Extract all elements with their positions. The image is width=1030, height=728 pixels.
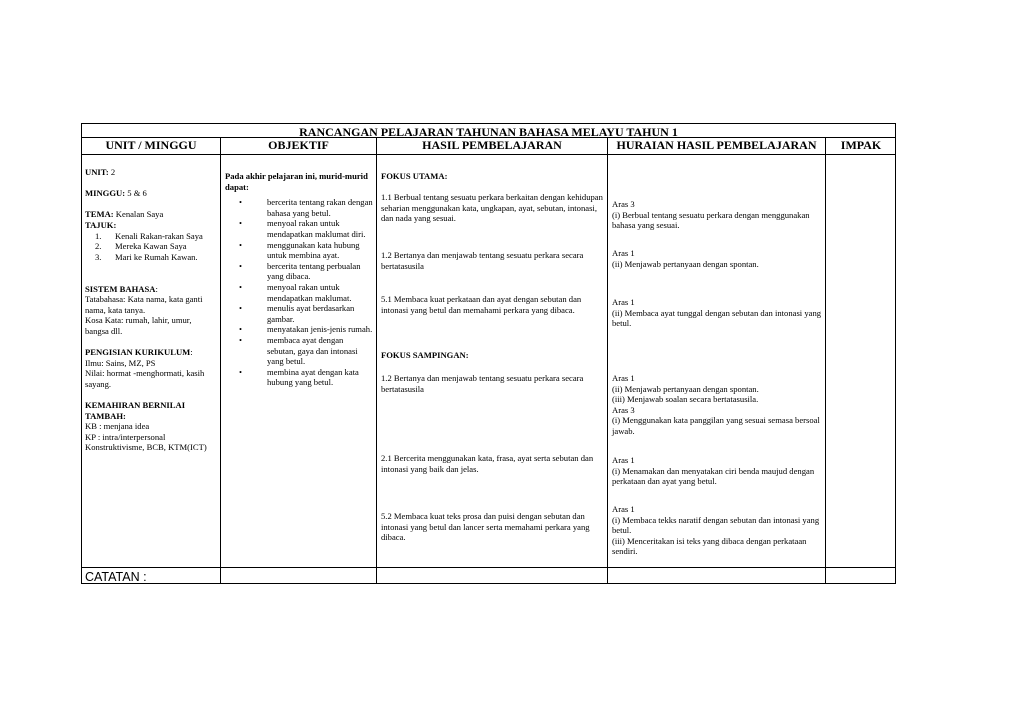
column-divider-1 [220,137,221,584]
huraian-block-2: Aras 1 (ii) Menjawab pertanyaan dengan spontan. [612,248,759,269]
fokus-sampingan-label: FOKUS SAMPINGAN: [381,350,469,360]
column-divider-4 [825,137,826,584]
kemahiran-line: KB : menjana idea [85,421,150,432]
hasil-1-1: 1.1 Berbual tentang sesuatu perkara berkaitan dengan kehidupan seharian menggunakan kata, ungkapan, ayat, sebutan, intonasi, dan nada yang sesuai. [381,192,603,224]
sistem-bahasa-line: Tatabahasa: Kata nama, kata ganti nama, kata tanya. [85,294,203,315]
column-divider-2 [376,137,377,584]
objektif-intro: Pada akhir pelajaran ini, murid-murid dapat: [225,171,368,192]
sistem-bahasa-line: Kosa Kata: rumah, lahir, umur, bangsa dll. [85,315,192,336]
kemahiran-line: KP : intra/interpersonal [85,431,166,442]
header-hasil-pembelajaran: HASIL PEMBELAJARAN [422,138,562,152]
unit-line: UNIT: 2 [85,167,116,177]
list-item: 2. Mereka Kawan Saya [95,241,187,252]
lesson-plan-table [81,123,896,584]
huraian-block-5: Aras 1 (i) Menamakan dan menyatakan ciri benda maujud dengan perkataan dan ayat yang betul. [612,455,815,487]
objektif-column [225,171,373,388]
pengisian-line: Nilai: hormat -menghormati, kasih sayang. [85,368,205,389]
pengisian-line: Ilmu: Sains, MZ, PS [85,357,156,368]
column-divider-3 [607,137,608,584]
sistem-bahasa-label: SISTEM BAHASA: [85,283,158,294]
huraian-block-6: Aras 1 (i) Membaca tekks naratif dengan sebutan dan intonasi yang betul. (iii) Menceritakan isi teks yang dibaca dengan perkataan sendiri. [612,504,820,557]
hasil-5-1: 5.1 Membaca kuat perkataan dan ayat dengan sebutan dan intonasi yang betul dan memahami perkara yang dibaca. [381,294,582,315]
catatan-label: CATATAN : [85,570,147,584]
tajuk-list [85,231,217,263]
hasil-sampingan-1-2: 1.2 Bertanya dan menjawab tentang sesuatu perkara secara bertatasusila [381,373,584,394]
header-huraian-hasil: HURAIAN HASIL PEMBELAJARAN [616,138,817,152]
kemahiran-label: KEMAHIRAN BERNILAI TAMBAH: [85,400,186,421]
tema-line: TEMA: Kenalan Saya [85,209,164,220]
hasil-2-1: 2.1 Bercerita menggunakan kata, frasa, ayat serta sebutan dan intonasi yang baik dan jelas. [381,453,594,474]
list-item: • menggunakan kata hubung untuk membina ayat. [239,239,360,261]
fokus-utama-label: FOKUS UTAMA: [381,171,448,181]
header-objektif: OBJEKTIF [268,138,329,152]
tajuk-label: TAJUK: [85,219,117,230]
header-impak: IMPAK [840,138,882,152]
huraian-block-3: Aras 1 (ii) Membaca ayat tunggal dengan sebutan dan intonasi yang betul. [612,297,822,329]
header-divider [82,154,895,155]
minggu-line: MINGGU: 5 & 6 [85,188,147,199]
huraian-block-4: Aras 1 (ii) Menjawab pertanyaan dengan spontan. (iii) Menjawab soalan secara bertatasusila. Aras 3 (i) Menggunakan kata panggilan yang sesuai semasa bersoal jawab. [612,373,820,436]
hasil-5-2: 5.2 Membaca kuat teks prosa dan puisi dengan sebutan dan intonasi yang betul dan lancer serta memahami perkara yang dibaca. [381,511,590,543]
list-item: • membina ayat dengan kata hubung yang betul. [239,366,359,388]
kemahiran-line: Konstruktivisme, BCB, KTM(ICT) [85,442,207,453]
huraian-block-1: Aras 3 (i) Berbual tentang sesuatu perkara dengan menggunakan bahasa yang sesuai. [612,199,810,231]
list-item: • menyoal rakan untuk mendapatkan maklumat diri. [239,218,366,239]
footer-divider [82,567,895,568]
list-item: 1. Kenali Rakan-rakan Saya [95,230,203,241]
document-title: RANCANGAN PELAJARAN TAHUNAN BAHASA MELAYU TAHUN 1 [299,125,678,139]
list-item: 3. Mari ke Rumah Kawan. [95,251,198,262]
objektif-list [225,197,373,388]
list-item: • menyatakan jenis-jenis rumah. [239,324,373,335]
list-item: • membaca ayat dengan sebutan, gaya dan intonasi yang betul. [239,334,358,367]
list-item: • bercerita tentang perbualan yang dibaca. [239,260,361,282]
list-item: • bercerita tentang rakan dengan bahasa yang betul. [239,197,373,218]
list-item: • menulis ayat berdasarkan gambar. [239,303,355,324]
header-unit-minggu: UNIT / MINGGU [105,138,197,152]
list-item: • menyoal rakan untuk mendapatkan maklumat. [239,281,352,303]
hasil-1-2: 1.2 Bertanya dan menjawab tentang sesuatu perkara secara bertatasusila [381,250,584,271]
unit-column [85,167,217,453]
pengisian-kurikulum-label: PENGISIAN KURIKULUM: [85,347,193,358]
